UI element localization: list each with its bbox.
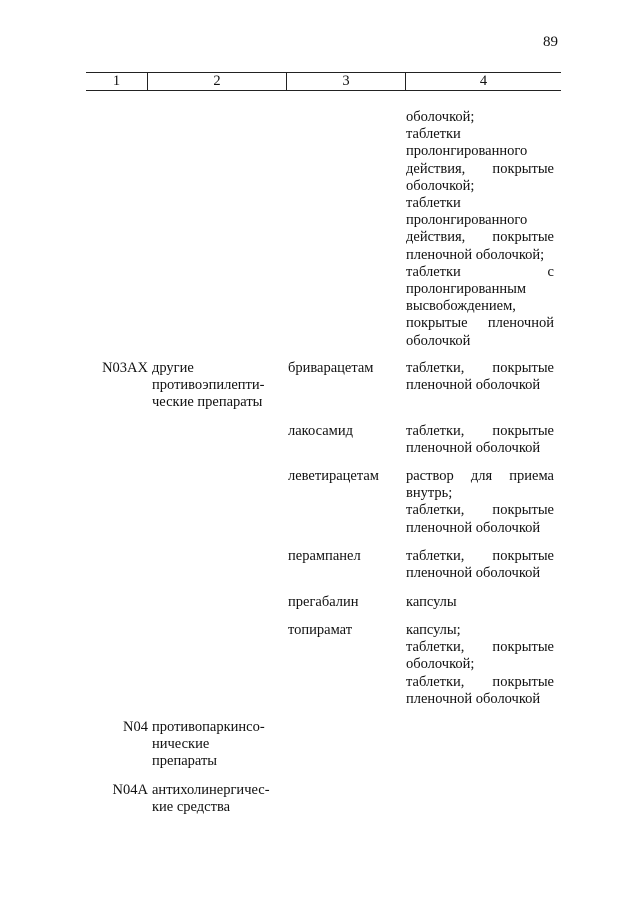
drug-name: леветирацетам — [288, 468, 379, 484]
column-header-row — [86, 72, 561, 91]
form-line: пролонгированного — [406, 212, 528, 229]
atc-code: N04 — [123, 719, 148, 735]
group-line: нические — [152, 736, 210, 753]
form-line: действия, покрытые — [406, 229, 554, 246]
form-line: раствор для приема — [406, 468, 554, 484]
drug-group — [152, 782, 282, 816]
drug-name: топирамат — [288, 622, 353, 638]
atc-code: N03AX — [102, 360, 148, 376]
form-line: таблетки — [406, 195, 461, 212]
drug-name: лакосамид — [288, 423, 353, 439]
form-line: высвобождением, — [406, 298, 516, 315]
form-line: таблетки, покрытые — [406, 502, 554, 519]
dosage-forms — [406, 468, 554, 537]
column-header-1: 1 — [86, 73, 148, 91]
drug-name: бриварацетам — [288, 360, 374, 376]
group-line: другие — [152, 360, 194, 376]
dosage-forms — [406, 594, 554, 611]
form-line: оболочкой; — [406, 109, 475, 125]
form-line: внутрь; — [406, 485, 453, 502]
group-line: антихолинергичес- — [152, 782, 270, 798]
dosage-forms — [406, 360, 554, 394]
form-line: пленочной оболочкой — [406, 690, 541, 707]
form-line: пролонгированного — [406, 143, 528, 160]
form-line: покрытые пленочной — [406, 315, 554, 332]
atc-code: N04A — [112, 782, 148, 798]
form-line: оболочкой; — [406, 656, 475, 673]
continuation-dosage-forms — [406, 109, 554, 350]
group-line: кие средства — [152, 799, 231, 816]
form-line: пленочной оболочкой — [406, 519, 541, 536]
dosage-forms — [406, 423, 554, 457]
form-line: оболочкой; — [406, 177, 475, 194]
dosage-forms — [406, 548, 554, 582]
page-number: 89 — [543, 34, 558, 50]
dosage-forms — [406, 622, 554, 708]
form-line: таблетки, покрытые — [406, 360, 554, 376]
drug-name: прегабалин — [288, 594, 359, 610]
group-line: ческие препараты — [152, 394, 263, 411]
form-line: пленочной оболочкой — [406, 565, 541, 582]
group-line: противопаркинсо- — [152, 719, 265, 735]
form-line: таблетки, покрытые — [406, 673, 554, 690]
drug-name: перампанел — [288, 548, 361, 564]
form-line: таблетки, покрытые — [406, 548, 554, 564]
form-line: пленочной оболочкой — [406, 377, 541, 394]
form-line: пролонгированным — [406, 281, 527, 298]
form-line: действия, покрытые — [406, 160, 554, 177]
form-line: таблетки, покрытые — [406, 423, 554, 439]
form-line: таблетки — [406, 126, 461, 143]
column-header-4: 4 — [406, 73, 562, 91]
form-line: капсулы; — [406, 622, 461, 638]
form-line: пленочной оболочкой; — [406, 246, 545, 263]
group-line: препараты — [152, 753, 218, 770]
form-line: оболочкой — [406, 332, 471, 349]
column-header-3: 3 — [287, 73, 406, 91]
drug-group — [152, 719, 282, 771]
form-line: капсулы — [406, 594, 457, 610]
form-line: пленочной оболочкой — [406, 440, 541, 457]
form-line: таблетки с — [406, 263, 554, 280]
group-line: противоэпилепти- — [152, 377, 265, 394]
drug-group — [152, 360, 282, 412]
form-line: таблетки, покрытые — [406, 639, 554, 656]
column-header-2: 2 — [148, 73, 287, 91]
